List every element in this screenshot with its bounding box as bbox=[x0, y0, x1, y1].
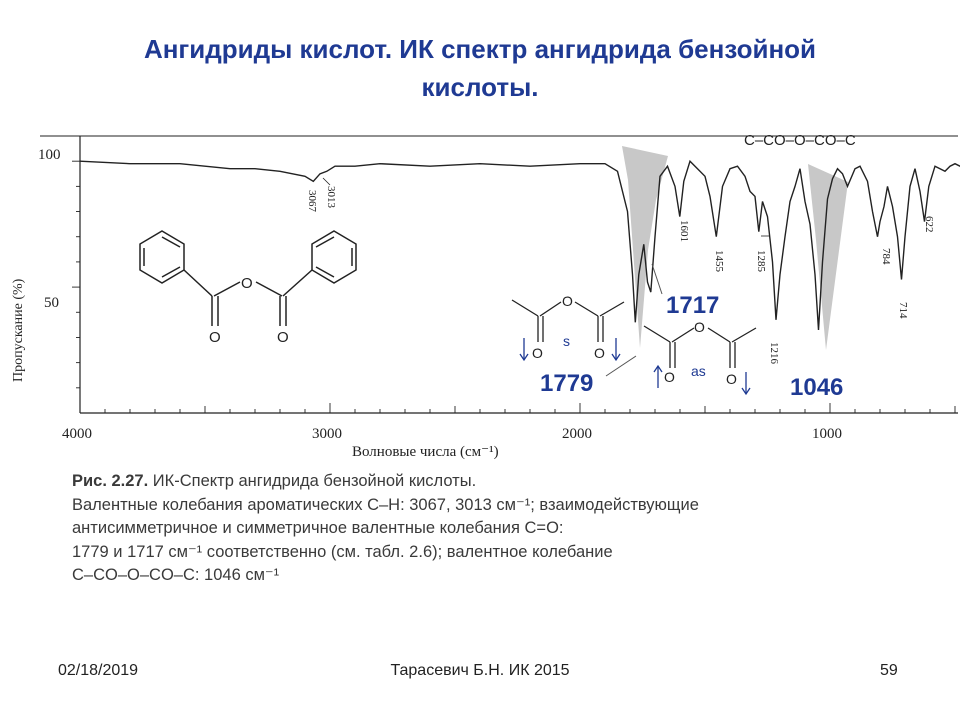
mode-asymmetric-label: as bbox=[691, 363, 706, 379]
atom-o-sym-left: O bbox=[532, 345, 543, 361]
footer-author: Тарасевич Б.Н. ИК 2015 bbox=[390, 662, 570, 679]
y-axis-label: Пропускание (%) bbox=[11, 278, 26, 382]
leader-1717 bbox=[652, 264, 662, 294]
atom-o-carbonyl-left: O bbox=[209, 329, 221, 346]
peak-label-3067: 3067 bbox=[306, 190, 318, 212]
x-tick-label-3000: 3000 bbox=[312, 426, 342, 442]
peak-label-622: 622 bbox=[923, 216, 935, 233]
caption-line-4: 1779 и 1717 см⁻¹ соответственно (см. табл. 2.6); валентное колебание bbox=[72, 542, 613, 561]
peak-label-784: 784 bbox=[880, 248, 892, 265]
big-label-1717: 1717 bbox=[666, 292, 720, 319]
x-tick-label-2000: 2000 bbox=[562, 426, 592, 442]
big-label-1046: 1046 bbox=[790, 374, 844, 401]
atom-o-sym-right: O bbox=[594, 345, 605, 361]
caption-line-2: Валентные колебания ароматических C–H: 3067, 3013 см⁻¹; взаимодействующие bbox=[72, 495, 699, 514]
peak-label-3013: 3013 bbox=[325, 186, 337, 208]
peak-label-1455: 1455 bbox=[713, 250, 725, 272]
atom-o-asym-bridge: O bbox=[694, 319, 705, 335]
caption-figure-number: Рис. 2.27. bbox=[72, 472, 149, 490]
slide-title bbox=[40, 30, 920, 106]
asymmetric-stretch-sketch bbox=[644, 326, 756, 394]
peak-label-1216: 1216 bbox=[768, 342, 780, 364]
footer-page-number: 59 bbox=[880, 662, 898, 679]
symmetric-stretch-sketch bbox=[512, 300, 624, 360]
atom-o-asym-left: O bbox=[664, 369, 675, 385]
title-line-2: кислоты. bbox=[421, 72, 539, 102]
caption-line-1 bbox=[72, 470, 932, 494]
peak-leader-3013 bbox=[323, 178, 330, 185]
x-minor-ticks bbox=[80, 403, 955, 413]
atom-o-bridge: O bbox=[241, 275, 253, 292]
caption-title: ИК-Спектр ангидрида бензойной кислоты. bbox=[148, 472, 477, 490]
y-tick-label-100: 100 bbox=[38, 147, 61, 163]
ir-spectrum-chart bbox=[0, 120, 960, 460]
x-axis-label: Волновые числа (см⁻¹) bbox=[352, 444, 499, 460]
mode-symmetric-label: s bbox=[563, 333, 570, 349]
leader-1779 bbox=[606, 356, 636, 376]
caption-line-3: антисимметричное и симметричное валентные колебания C=O: bbox=[72, 519, 564, 537]
x-tick-label-4000: 4000 bbox=[62, 426, 92, 442]
atom-o-asym-right: O bbox=[726, 371, 737, 387]
peak-label-714: 714 bbox=[897, 302, 909, 319]
figure-caption bbox=[72, 470, 932, 588]
anhydride-c-o-shade bbox=[808, 164, 848, 350]
carbonyl-band-shade bbox=[622, 146, 668, 348]
y-minor-ticks bbox=[72, 161, 80, 388]
anhydride-group-label: C–CO–O–CO–C bbox=[744, 132, 856, 149]
peak-label-1601: 1601 bbox=[678, 220, 690, 242]
x-tick-label-1000: 1000 bbox=[812, 426, 842, 442]
peak-label-1285: 1285 bbox=[755, 250, 767, 272]
footer-date: 02/18/2019 bbox=[58, 662, 139, 679]
caption-line-5: C–CO–O–CO–C: 1046 см⁻¹ bbox=[72, 566, 280, 584]
atom-o-carbonyl-right: O bbox=[277, 329, 289, 346]
title-line-1: Ангидриды кислот. ИК спектр ангидрида бензойной bbox=[143, 34, 817, 64]
atom-o-sym-bridge: O bbox=[562, 293, 573, 309]
y-tick-label-50: 50 bbox=[44, 295, 59, 311]
big-label-1779: 1779 bbox=[540, 370, 594, 397]
